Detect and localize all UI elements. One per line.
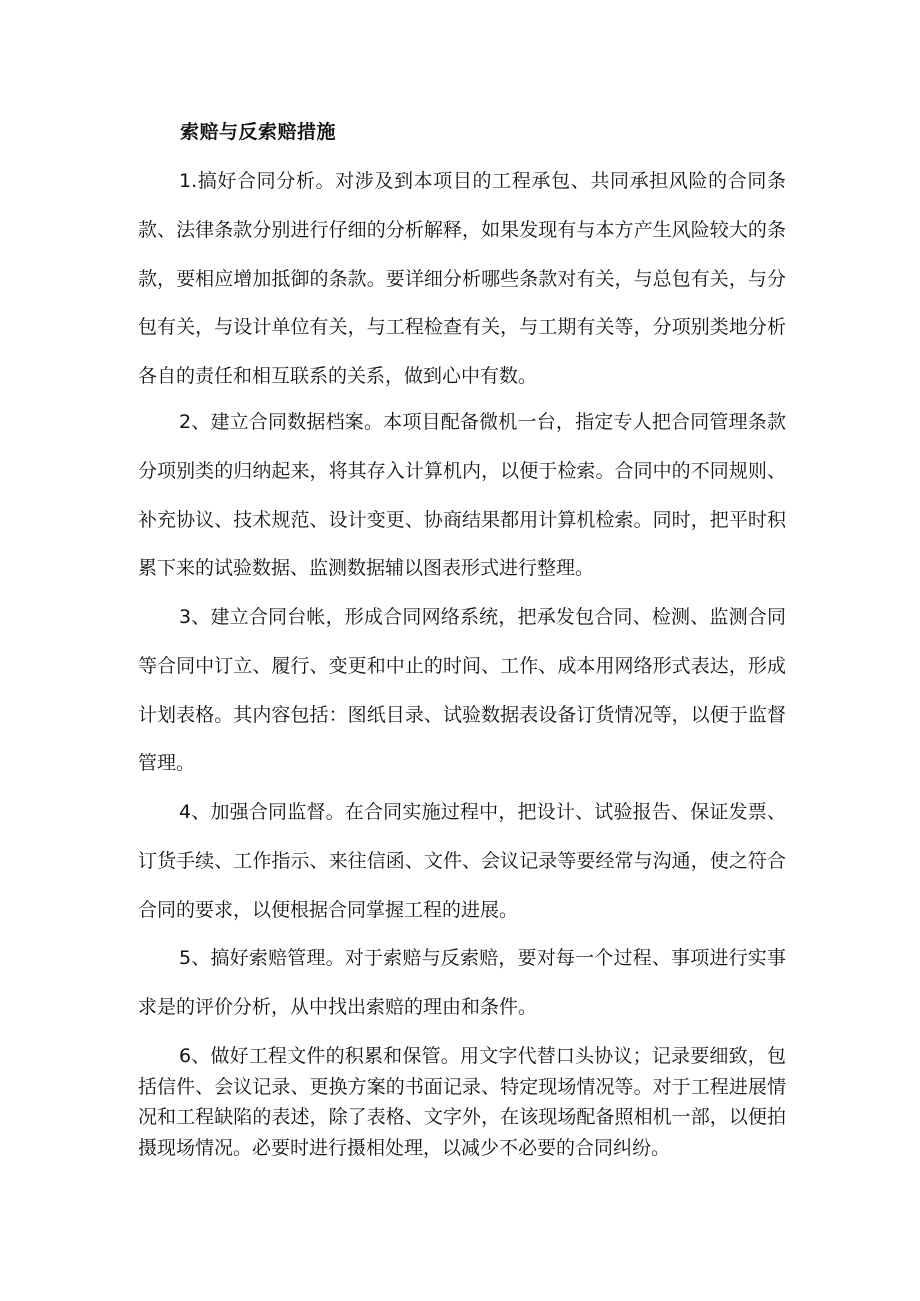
paragraph-contract-ledger: 3、建立合同台帐，形成合同网络系统，把承发包合同、检测、监测合同等合同中订立、履行、变更和中止的时间、工作、成本用网络形式表达，形成计划表格。其内容包括：图纸目录、试验数据表设备订货情况等，以便于监督管理。 [138,606,786,775]
document-title: 索赔与反索赔措施 [180,121,337,143]
paragraph-document-keeping: 6、做好工程文件的积累和保管。用文字代替口头协议；记录要细致，包括信件、会议记录、更换方案的书面记录、特定现场情况等。对于工程进展情况和工程缺陷的表述，除了表格、文字外，在该现场配备照相机一部，以便拍摄现场情况。必要时进行摄相处理，以减少不必要的合同纠纷。 [138,1045,786,1159]
paragraph-contract-data-archive: 2、建立合同数据档案。本项目配备微机一台，指定专人把合同管理条款分项别类的归纳起来，将其存入计算机内，以便于检索。合同中的不同规则、补充协议、技术规范、设计变更、协商结果都用计算机检索。同时，把平时积累下来的试验数据、监测数据辅以图表形式进行整理。 [138,411,786,580]
paragraph-contract-supervision: 4、加强合同监督。在合同实施过程中，把设计、试验报告、保证发票、订货手续、工作指示、来往信函、文件、会议记录等要经常与沟通，使之符合合同的要求，以便根据合同掌握工程的进展。 [138,801,786,921]
paragraph-contract-analysis: 1.搞好合同分析。对涉及到本项目的工程承包、共同承担风险的合同条款、法律条款分别进行仔细的分析解释，如果发现有与本方产生风险较大的条款，要相应增加抵御的条款。要详细分析哪些条款对有关，与总包有关，与分包有关，与设计单位有关，与工程检查有关，与工期有关等，分项别类地分析各自的责任和相互联系的关系，做到心中有数。 [138,170,786,388]
paragraph-claim-management: 5、搞好索赔管理。对于索赔与反索赔，要对每一个过程、事项进行实事求是的评价分析，从中找出索赔的理由和条件。 [138,947,786,1018]
